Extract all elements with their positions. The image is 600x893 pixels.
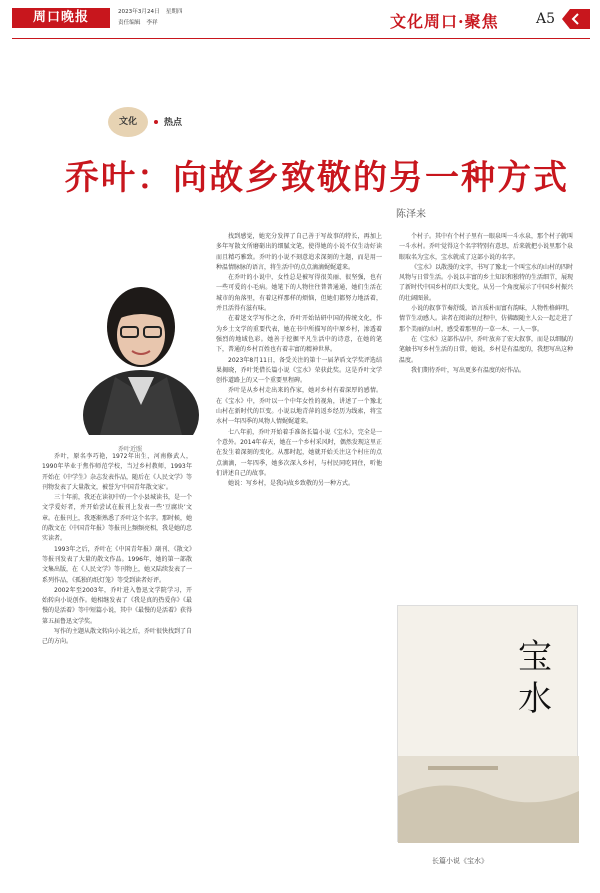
paragraph: 她说：写乡村，是我向故乡致敬的另一种方式。 [228, 480, 355, 488]
portrait-caption: 乔叶近照 [118, 446, 143, 453]
headline: 乔叶：向故乡致敬的另一种方式 [65, 158, 569, 198]
paragraph: 在着迷文学写作之余，乔叶开始钻研中国的传统文化，作为乡土文学的重要代表，她在书中所描写的中原乡村，渗透着强烈的地域色彩。她善于挖掘平凡生活中的诗意，在她的笔下，普通的乡村百姓也有着丰富的精神世界。 [216, 315, 382, 354]
book-cover [397, 605, 578, 842]
paragraph: 乔叶，原名李巧艳，1972年出生，河南修武人，1990年毕业于焦作师范学校，当过乡村教师，1993年开始在《中学生》杂志发表作品，随后在《人民文学》等刊物发表了大量散文，被誉为‘中国青年散文家’。 [42, 453, 192, 491]
paragraph: 2023年8月11日，备受关注的第十一届茅盾文学奖评选结果揭晓，乔叶凭借长篇小说《宝水》荣获此奖。这是乔叶文学创作道路上的又一个重要里程碑。 [216, 356, 382, 385]
article-column-1 [42, 452, 192, 882]
issue-info [118, 7, 189, 29]
paragraph: 乔叶是从乡村走出来的作家，她对乡村有着深厚的感情。在《宝水》中，乔叶以一个中年女性的视角，讲述了一个豫北山村在新时代的巨变。小说以地青萍的返乡经历为线索，将宝水村一年四季的风物人情娓娓道来。 [216, 387, 382, 426]
editor-label: 责任编辑 [118, 20, 141, 26]
paragraph: 我们期待乔叶，写出更多有温度的好作品。 [411, 366, 526, 374]
header-rule [12, 38, 590, 39]
paragraph: 《宝水》以散漫的文字，书写了豫北一个叫宝水的山村的四时风物与日常生活。小说以丰富的乡土知识和独特的生活细节，展现了新时代中国乡村的巨大变化，从另一个角度展示了中国乡村振兴的壮阔图景。 [399, 263, 573, 302]
paragraph: 小说的叙事节奏舒缓，语言质朴而富有韵味，人物性格鲜明，情节生动感人。读者在阅读的过程中，仿佛跟随主人公一起走进了那个美丽的山村，感受着那里的一草一木、一人一事。 [399, 305, 573, 333]
paragraph: 找到感觉，她充分发挥了自己善于写故事的特长，再加上多年写散文所磨砺出的细腻文笔，使得她的小说不仅生动好读而且精巧雅致。乔叶的小说不刻意追求深刻的主题，而是用一种温情脉脉的语言，将生活中的点点滴滴娓娓道来。 [216, 233, 382, 271]
column-tag-text: 热点 [164, 118, 183, 128]
issue-date: 2023年3月24日 [118, 9, 160, 15]
paragraph: 七八年前，乔叶开始着手准备长篇小说《宝水》，完全是一个意外。2014年春天，她在一个乡村采风时，偶然发现这里正在发生着深刻的变化。从那时起，她就开始关注这个村庄的点点滴滴，一年四季，她多次深入乡村，与村民同吃同住，听他们讲述自己的故事。 [216, 428, 382, 477]
paragraph: 三十年前，我还在读初中的一个小县城读书，是一个文学爱好者，并开始尝试在报刊上发表一些‘豆腐块’文章。在报刊上，我逐渐熟悉了乔叶这个名字。那时候，她的散文在《中国青年报》等报刊上频频亮相，我是她的忠实读者。 [42, 494, 192, 543]
newspaper-logo: 周口晚报 [12, 8, 110, 28]
book-caption: 长篇小说《宝水》 [432, 857, 488, 865]
page-number: A5 [536, 11, 556, 27]
paragraph: 写作的主题从散文转向小说之后，乔叶很快找到了自己的方向。 [42, 628, 192, 646]
paragraph: 在乔叶的小说中，女性总是被写得很美丽、很坚强，也有一些可爱的小毛病。她笔下的人物往往普普通通，她们生活在城市的角落里，有着这样那样的烦恼，但她们都努力地活着，并且活得有滋有味。 [216, 274, 382, 313]
paragraph: 在《宝水》这部作品中，乔叶放弃了宏大叙事，而是以细腻的笔触书写乡村生活的日常，她说，乡村是有温度的，我想写出这种温度。 [399, 335, 573, 364]
article-column-2 [216, 232, 382, 878]
editor-name: 李祥 [146, 20, 158, 26]
masthead [0, 0, 600, 36]
issue-weekday: 星期四 [165, 9, 183, 15]
paragraph: 个村子。其中有个村子里有一眼泉叫一斗水泉，那个村子就叫一斗水村。乔叶觉得这个名字特别有意思，后来就把小说里那个泉眼取名为宝水，宝水就成了这部小说的名字。 [399, 233, 573, 261]
book-title: 宝水 [518, 637, 552, 719]
byline: 陈泽来 [396, 209, 426, 220]
column-tag-dot [154, 120, 158, 124]
author-portrait [80, 265, 202, 435]
paragraph: 2002年至2003年，乔叶进入鲁迅文学院学习，开始转向小说创作。她相继发表了《我是真的热爱你》《最慢的是活着》等中短篇小说，其中《最慢的是活着》获得第五届鲁迅文学奖。 [42, 586, 192, 625]
paragraph: 1993年之后，乔叶在《中国青年报》副刊、《散文》等报刊发表了大量的散文作品。1996年，她的第一部散文集出版，在《人民文学》等刊物上，她又陆续发表了一系列作品，《孤独的纸灯笼》等受到读者好评。 [42, 545, 192, 584]
column-tag [108, 107, 198, 137]
article-column-3 [399, 232, 573, 572]
page-arrow-icon [562, 9, 590, 29]
section-title: 文化周口·聚焦 [390, 12, 499, 31]
column-tag-circle: 文化 [108, 107, 148, 137]
